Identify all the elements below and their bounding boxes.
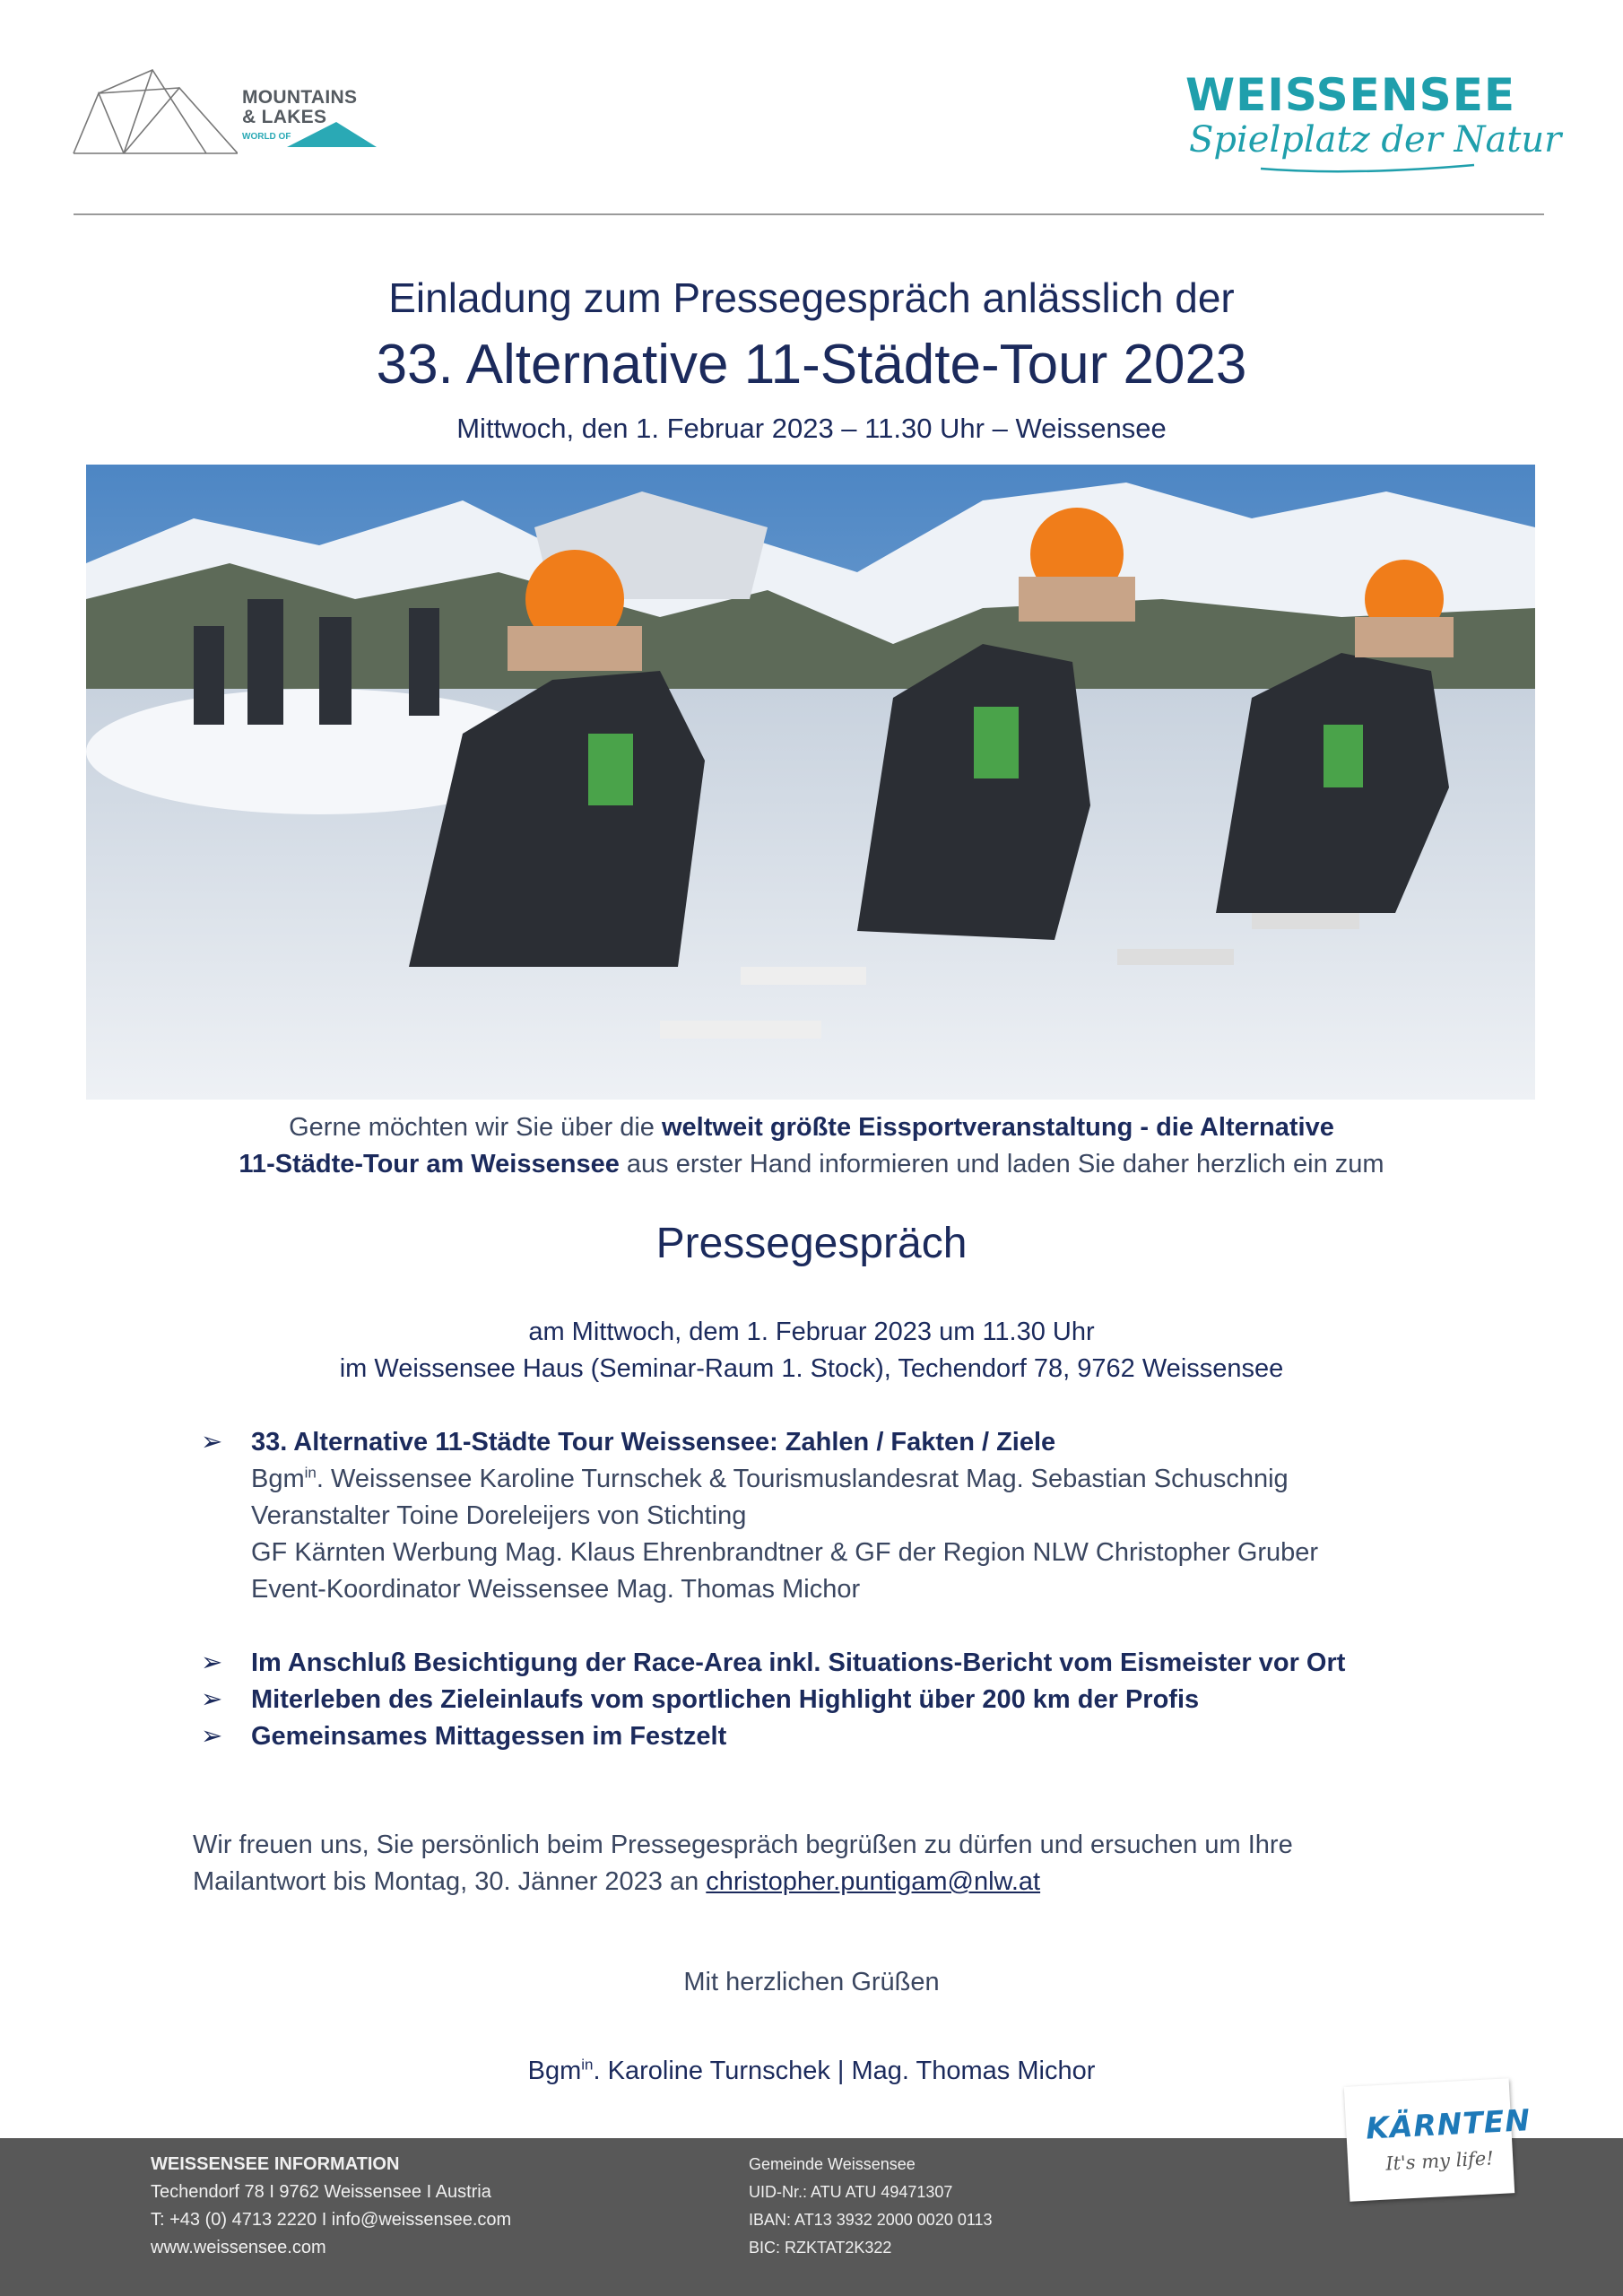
title-line-2: 33. Alternative 11-Städte-Tour 2023 [376,334,1247,396]
tagline-swoosh-icon [1189,163,1476,176]
bullet-text: Miterleben des Zieleinlaufs vom sportlichen Highlight über 200 km der Profis [251,1685,1200,1714]
kaernten-slogan: It's my life! [1384,2147,1495,2175]
arrow-bullet-icon: ➢ [201,1685,223,1714]
ml-sub: WORLD OF [242,132,291,142]
intro-paragraph [108,1109,1515,1183]
event-venue: im Weissensee Haus (Seminar-Raum 1. Stock), Techendorf 78, 9762 Weissensee [339,1354,1284,1383]
bullet-text: Im Anschluß Besichtigung der Race-Area inkl. Situations-Bericht vom Eismeister vor Ort [251,1648,1346,1677]
bullet-sub-line: Event-Koordinator Weissensee Mag. Thomas Michor [251,1575,861,1604]
arrow-bullet-icon: ➢ [201,1648,223,1677]
footer-iban: IBAN: AT13 3932 2000 0020 0113 [749,2211,993,2229]
section-heading: Pressegespräch [655,1220,968,1267]
title-line-1: Einladung zum Pressegespräch anlässlich der [388,274,1235,321]
footer-uid: UID-Nr.: ATU ATU 49471307 [749,2183,953,2201]
footer-title: WEISSENSEE INFORMATION [151,2154,400,2174]
ml-line1: MOUNTAINS [242,87,358,108]
closing-line1: Wir freuen uns, Sie persönlich beim Pressegespräch begrüßen zu dürfen und ersuchen um Ihre [193,1831,1293,1859]
kaernten-badge [1344,2078,1532,2201]
intro-bold1: weltweit größte Eissportveranstaltung - die Alternative [662,1113,1334,1142]
footer-bank [749,2151,993,2262]
arrow-bullet-icon: ➢ [201,1722,223,1751]
sig-sup: in [581,2056,594,2074]
footer-address: Techendorf 78 I 9762 Weissensee I Austria [151,2182,491,2202]
bullet-text: 33. Alternative 11-Städte Tour Weissensee: Zahlen / Fakten / Ziele [251,1428,1056,1457]
sub-post: . Weissensee Karoline Turnschek & Tourismuslandesrat Mag. Sebastian Schuschnig [316,1465,1289,1493]
intro-part2: aus erster Hand informieren und laden Sie daher herzlich ein zum [619,1150,1384,1178]
sig-pre: Bgm [527,2057,582,2085]
footer-website: www.weissensee.com [151,2238,326,2257]
speed-skaters-photo [86,465,1535,1100]
weissensee-tagline: Spielplatz der Natur [1189,119,1562,161]
greeting: Mit herzlichen Grüßen [683,1968,940,1996]
bullet-sub-line: Veranstalter Toine Doreleijers von Stichting [251,1501,747,1530]
bullet-text: Gemeinsames Mittagessen im Festzelt [251,1722,727,1751]
weissensee-logo [1185,69,1562,178]
closing-line2: Mailantwort bis Montag, 30. Jänner 2023 an [193,1867,707,1896]
email-link[interactable]: christopher.puntigam@nlw.at [706,1867,1041,1896]
closing-paragraph [193,1827,1448,1900]
intro-part1: Gerne möchten wir Sie über die [289,1113,662,1142]
mountain-outline-icon [72,68,238,158]
event-date: am Mittwoch, dem 1. Februar 2023 um 11.30 Uhr [528,1318,1095,1346]
footer-phone-email: T: +43 (0) 4713 2220 I info@weissensee.com [151,2210,512,2230]
footer-municipality: Gemeinde Weissensee [749,2155,916,2173]
ml-line2: & LAKES [242,107,327,127]
weissensee-wordmark: WEISSENSEE [1185,69,1516,121]
intro-bold2: 11-Städte-Tour am Weissensee [239,1150,620,1178]
bullet-sub-line: GF Kärnten Werbung Mag. Klaus Ehrenbrandtner & GF der Region NLW Christopher Gruber [251,1538,1319,1567]
sig-post: . Karoline Turnschek | Mag. Thomas Michor [593,2057,1096,2085]
mountains-lakes-logo [72,68,377,162]
footer-contact [151,2151,511,2262]
bullet-sub-line [251,1461,1289,1498]
sub-sup: in [304,1464,317,1482]
footer-bic: BIC: RZKTAT2K322 [749,2239,892,2257]
header-divider [74,213,1544,215]
title-line-3: Mittwoch, den 1. Februar 2023 – 11.30 Uhr – Weissensee [456,413,1167,444]
kaernten-name: KÄRNTEN [1365,2102,1532,2146]
arrow-bullet-icon: ➢ [201,1428,223,1457]
sub-pre: Bgm [251,1465,305,1493]
